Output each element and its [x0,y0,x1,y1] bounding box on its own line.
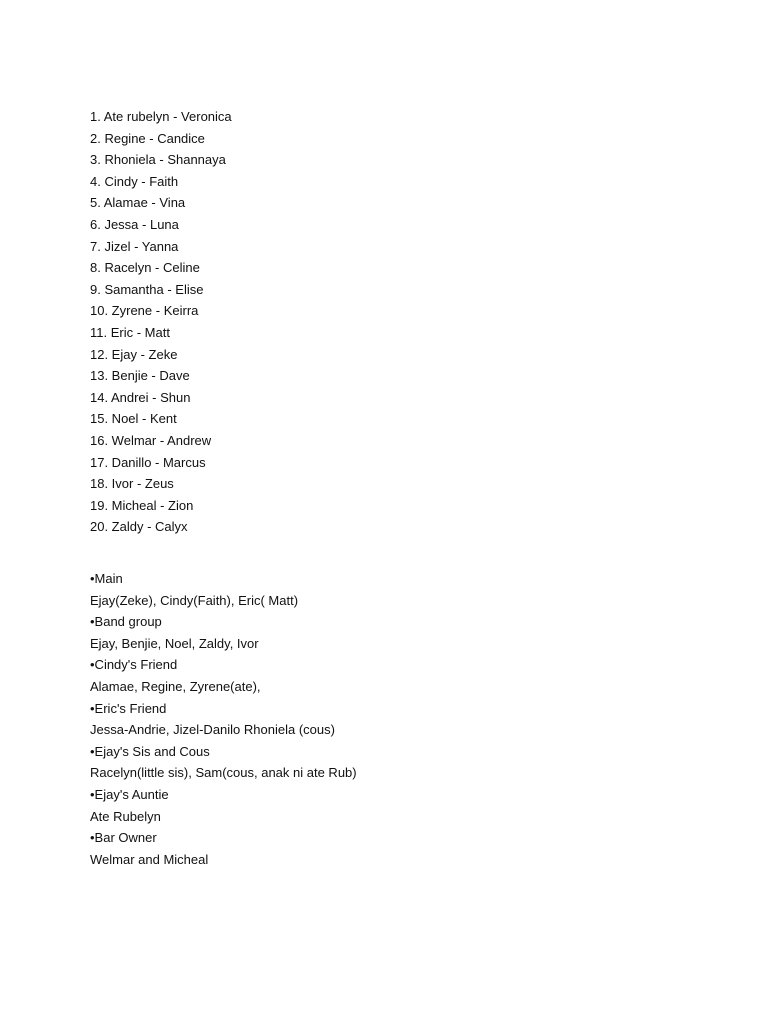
cast-list-item: 2. Regine - Candice [90,130,205,146]
cast-list-item: 19. Micheal - Zion [90,497,194,513]
cast-list-item: 3. Rhoniela - Shannaya [90,152,226,168]
cast-list-item: 6. Jessa - Luna [90,216,179,232]
cast-list-item: 20. Zaldy - Calyx [90,519,188,535]
group-members: Racelyn(little sis), Sam(cous, anak ni ate Rub) [90,765,357,781]
cast-list-item: 1. Ate rubelyn - Veronica [90,109,232,124]
cast-list-item: 12. Ejay - Zeke [90,346,178,362]
group-heading: •Eric's Friend [90,700,167,716]
group-bar-owner [90,827,357,870]
group-main [90,568,357,611]
group-heading: •Band group [90,614,162,630]
cast-list-item: 13. Benjie - Dave [90,368,190,384]
cast-list-item: 17. Danillo - Marcus [90,454,206,470]
cast-list-item: 11. Eric - Matt [90,324,170,340]
group-erics-friend [90,698,357,741]
cast-list-item: 8. Racelyn - Celine [90,260,200,276]
cast-list-item: 9. Samantha - Elise [90,281,204,297]
cast-list-item: 5. Alamae - Vina [90,195,186,211]
cast-list-item: 16. Welmar - Andrew [90,432,212,448]
group-heading: •Ejay's Auntie [90,786,169,802]
cast-list-item: 15. Noel - Kent [90,411,177,427]
group-members: Alamae, Regine, Zyrene(ate), [90,678,261,694]
cast-list-item: 10. Zyrene - Keirra [90,303,199,319]
group-heading: •Ejay's Sis and Cous [90,743,210,759]
cast-list-item: 4. Cindy - Faith [90,173,179,189]
group-band [90,611,357,654]
group-heading: •Cindy's Friend [90,657,178,673]
cast-list-item: 18. Ivor - Zeus [90,476,174,492]
group-members: Ejay(Zeke), Cindy(Faith), Eric( Matt) [90,592,299,608]
group-members: Ejay, Benjie, Noel, Zaldy, Ivor [90,635,259,651]
group-members: Welmar and Micheal [90,851,209,867]
group-heading: •Bar Owner [90,830,157,846]
group-ejays-auntie [90,784,357,827]
cast-list [90,106,232,538]
character-groups [90,568,357,870]
group-members: Ate Rubelyn [90,808,161,824]
group-ejays-sis-and-cous [90,741,357,784]
cast-list-item: 7. Jizel - Yanna [90,238,179,254]
cast-list-item: 14. Andrei - Shun [90,389,191,405]
group-members: Jessa-Andrie, Jizel-Danilo Rhoniela (cous) [90,722,335,738]
group-cindys-friend [90,654,357,697]
group-heading: •Main [90,571,123,586]
